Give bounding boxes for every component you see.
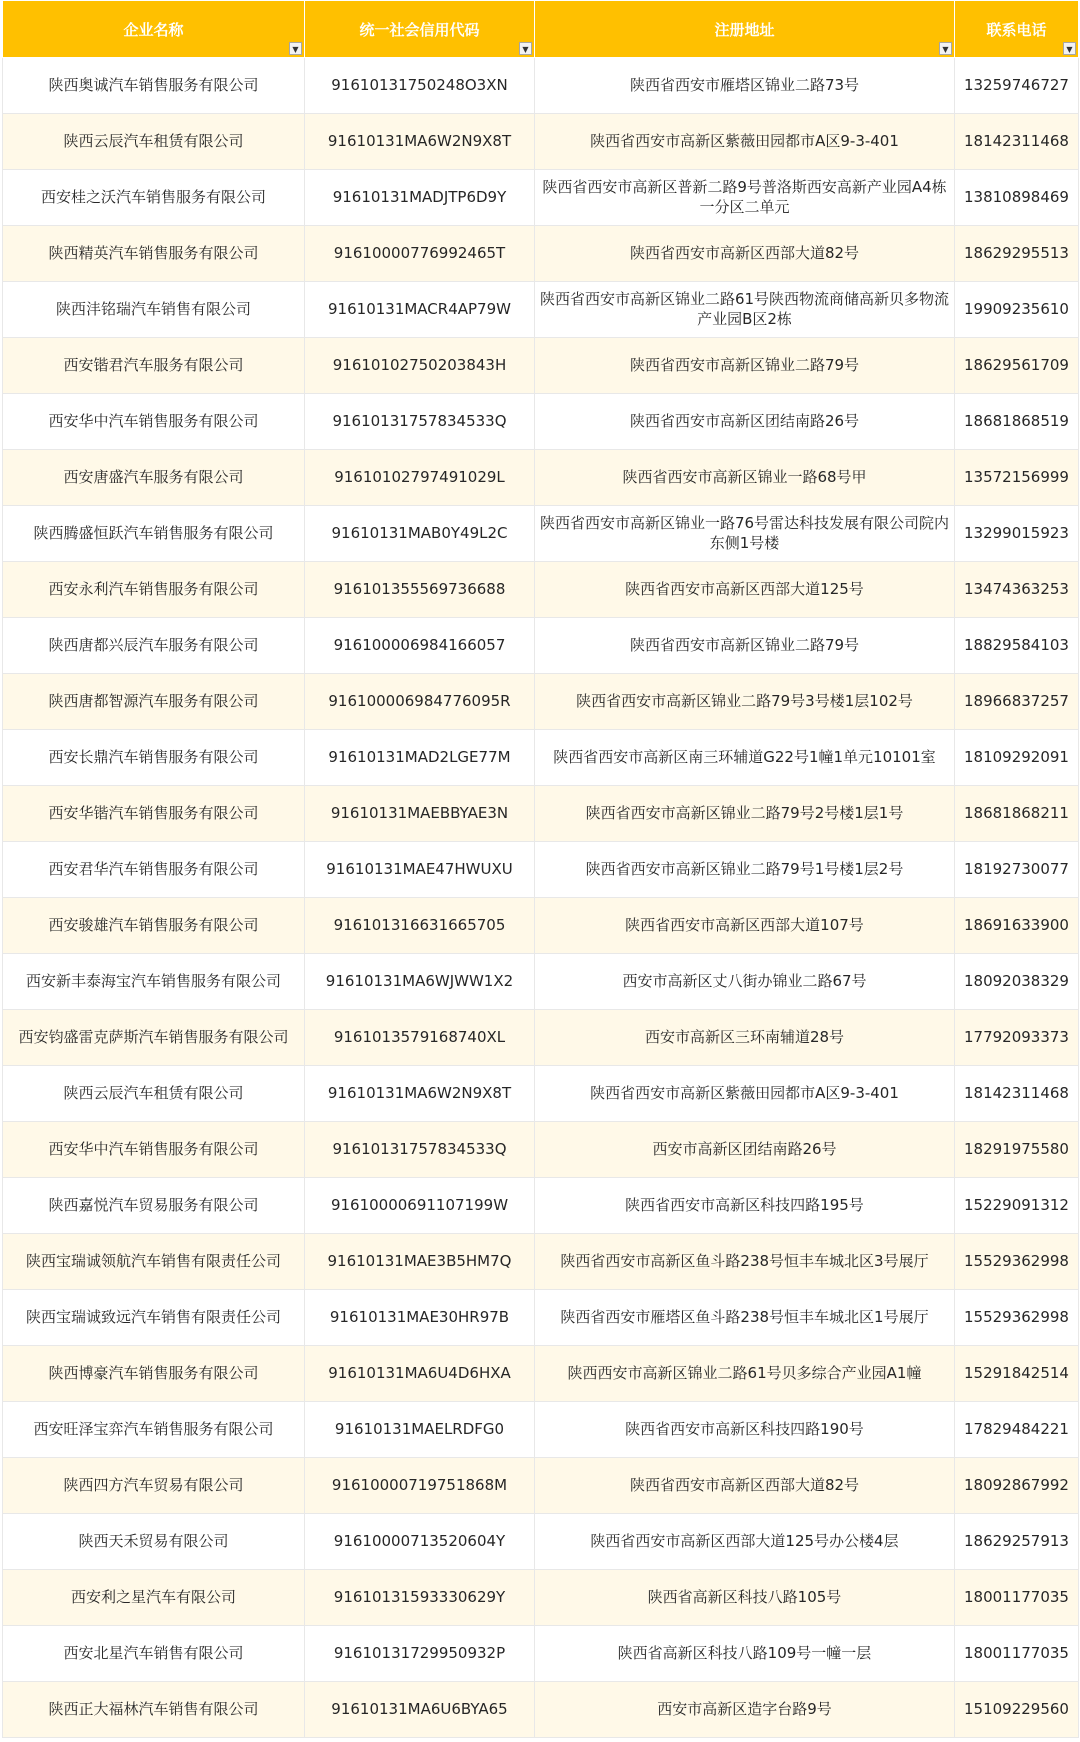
table-row[interactable] — [3, 1514, 1079, 1570]
table-row[interactable] — [3, 114, 1079, 170]
credit-code-cell[interactable]: 91610131757834533Q — [305, 394, 535, 450]
credit-code-cell[interactable]: 91610131MAD2LGE77M — [305, 730, 535, 786]
phone-cell[interactable]: 18109292091 — [955, 730, 1079, 786]
company-name-cell[interactable]: 西安锴君汽车服务有限公司 — [3, 338, 305, 394]
table-row[interactable] — [3, 282, 1079, 338]
company-name-cell[interactable]: 陕西博豪汽车销售服务有限公司 — [3, 1346, 305, 1402]
credit-code-cell[interactable]: 91610131MAELRDFG0 — [305, 1402, 535, 1458]
company-name-cell[interactable]: 西安永利汽车销售服务有限公司 — [3, 562, 305, 618]
address-cell[interactable]: 陕西省西安市高新区普新二路9号普洛斯西安高新产业园A4栋一分区二单元 — [535, 170, 955, 226]
address-cell[interactable]: 西安市高新区三环南辅道28号 — [535, 1010, 955, 1066]
address-cell[interactable]: 陕西省高新区科技八路105号 — [535, 1570, 955, 1626]
phone-cell[interactable]: 13810898469 — [955, 170, 1079, 226]
table-row[interactable] — [3, 1682, 1079, 1738]
phone-cell[interactable]: 18142311468 — [955, 114, 1079, 170]
address-cell[interactable]: 西安市高新区造字台路9号 — [535, 1682, 955, 1738]
address-cell[interactable]: 陕西省西安市高新区西部大道125号办公楼4层 — [535, 1514, 955, 1570]
credit-code-cell[interactable]: 91610131MAE3B5HM7Q — [305, 1234, 535, 1290]
company-name-cell[interactable]: 陕西奥诚汽车销售服务有限公司 — [3, 58, 305, 114]
credit-code-cell[interactable]: 91610131MA6W2N9X8T — [305, 114, 535, 170]
phone-cell[interactable]: 18629257913 — [955, 1514, 1079, 1570]
company-name-cell[interactable]: 陕西宝瑞诚领航汽车销售有限责任公司 — [3, 1234, 305, 1290]
phone-cell[interactable]: 13259746727 — [955, 58, 1079, 114]
company-name-cell[interactable]: 陕西唐都智源汽车服务有限公司 — [3, 674, 305, 730]
credit-code-cell[interactable]: 91610131MAE30HR97B — [305, 1290, 535, 1346]
table-row[interactable] — [3, 450, 1079, 506]
table-row[interactable] — [3, 562, 1079, 618]
address-cell[interactable]: 陕西省西安市高新区紫薇田园都市A区9-3-401 — [535, 1066, 955, 1122]
table-row[interactable] — [3, 1458, 1079, 1514]
address-cell[interactable]: 陕西省高新区科技八路109号一幢一层 — [535, 1626, 955, 1682]
company-name-cell[interactable]: 陕西嘉悦汽车贸易服务有限公司 — [3, 1178, 305, 1234]
credit-code-cell[interactable]: 916101316631665705 — [305, 898, 535, 954]
credit-code-cell[interactable]: 91610131729950932P — [305, 1626, 535, 1682]
table-row[interactable] — [3, 1178, 1079, 1234]
table-row[interactable] — [3, 58, 1079, 114]
address-cell[interactable]: 陕西省西安市雁塔区鱼斗路238号恒丰车城北区1号展厅 — [535, 1290, 955, 1346]
credit-code-cell[interactable]: 916100007769924​65T — [305, 226, 535, 282]
phone-cell[interactable]: 18001177035 — [955, 1626, 1079, 1682]
phone-cell[interactable]: 18829584103 — [955, 618, 1079, 674]
phone-cell[interactable]: 18691633900 — [955, 898, 1079, 954]
table-row[interactable] — [3, 1234, 1079, 1290]
table-row[interactable] — [3, 954, 1079, 1010]
table-row[interactable] — [3, 506, 1079, 562]
header-phone[interactable] — [955, 1, 1079, 58]
credit-code-cell[interactable]: 916101355569736688 — [305, 562, 535, 618]
phone-cell[interactable]: 18092038329 — [955, 954, 1079, 1010]
phone-cell[interactable]: 15529362998 — [955, 1290, 1079, 1346]
table-row[interactable] — [3, 674, 1079, 730]
phone-cell[interactable]: 13299015923 — [955, 506, 1079, 562]
credit-code-cell[interactable]: 916100006984166057 — [305, 618, 535, 674]
phone-cell[interactable]: 15229091312 — [955, 1178, 1079, 1234]
phone-cell[interactable]: 13474363253 — [955, 562, 1079, 618]
table-row[interactable] — [3, 898, 1079, 954]
table-row[interactable] — [3, 842, 1079, 898]
address-cell[interactable]: 陕西省西安市高新区锦业二路79号3号楼1层102号 — [535, 674, 955, 730]
header-label: 统一社会信用代码 — [359, 20, 480, 39]
address-cell[interactable]: 西安市高新区团结南路26号 — [535, 1122, 955, 1178]
table-row[interactable] — [3, 618, 1079, 674]
filter-dropdown-icon[interactable]: ▼ — [519, 42, 532, 55]
phone-cell[interactable]: 18192730077 — [955, 842, 1079, 898]
phone-cell[interactable]: 13572156999 — [955, 450, 1079, 506]
table-row[interactable] — [3, 1570, 1079, 1626]
table-row[interactable] — [3, 730, 1079, 786]
address-cell[interactable]: 陕西省西安市高新区锦业二路79号2号楼1层1号 — [535, 786, 955, 842]
company-name-cell[interactable]: 西安长鼎汽车销售服务有限公司 — [3, 730, 305, 786]
company-name-cell[interactable]: 陕西云辰汽车租赁有限公司 — [3, 114, 305, 170]
company-name-cell[interactable]: 西安新丰泰海宝汽车销售服务有限公司 — [3, 954, 305, 1010]
company-name-cell[interactable]: 西安利之星汽车有限公司 — [3, 1570, 305, 1626]
company-name-cell[interactable]: 西安桂之沃汽车销售服务有限公司 — [3, 170, 305, 226]
phone-cell[interactable]: 18681868211 — [955, 786, 1079, 842]
company-name-cell[interactable]: 西安钧盛雷克萨斯汽车销售服务有限公司 — [3, 1010, 305, 1066]
phone-cell[interactable]: 15291842514 — [955, 1346, 1079, 1402]
header-credit-code[interactable] — [305, 1, 535, 58]
company-name-cell[interactable]: 西安华锴汽车销售服务有限公司 — [3, 786, 305, 842]
company-name-cell[interactable]: 陕西天禾贸易有限公司 — [3, 1514, 305, 1570]
address-cell[interactable]: 陕西省西安市高新区锦业一路76号雷达科技发展有限公司院内东侧1号楼 — [535, 506, 955, 562]
address-cell[interactable]: 陕西省西安市高新区西部大道82号 — [535, 1458, 955, 1514]
table-row[interactable] — [3, 1010, 1079, 1066]
company-name-cell[interactable]: 陕西精英汽车销售服务有限公司 — [3, 226, 305, 282]
phone-cell[interactable]: 18629295513 — [955, 226, 1079, 282]
credit-code-cell[interactable]: 91610131MA6WJWW1X2 — [305, 954, 535, 1010]
credit-code-cell[interactable]: 91610102797491029L — [305, 450, 535, 506]
phone-cell[interactable]: 15109229560 — [955, 1682, 1079, 1738]
table-row[interactable] — [3, 1290, 1079, 1346]
credit-code-cell[interactable]: 91610131MA6U6BYA65 — [305, 1682, 535, 1738]
table-row[interactable] — [3, 1346, 1079, 1402]
company-name-cell[interactable]: 西安旺泽宝弈汽车销售服务有限公司 — [3, 1402, 305, 1458]
company-name-cell[interactable]: 西安君华汽车销售服务有限公司 — [3, 842, 305, 898]
company-name-cell[interactable]: 西安骏雄汽车销售服务有限公司 — [3, 898, 305, 954]
address-cell[interactable]: 陕西省西安市高新区锦业二路61号陕西物流商储高新贝多物流产业园B区2栋 — [535, 282, 955, 338]
credit-code-cell[interactable]: 91610131MAEBBYAE3N — [305, 786, 535, 842]
table-row[interactable] — [3, 1122, 1079, 1178]
address-cell[interactable]: 陕西省西安市高新区西部大道125号 — [535, 562, 955, 618]
company-name-cell[interactable]: 陕西四方汽车贸易有限公司 — [3, 1458, 305, 1514]
filter-dropdown-icon[interactable]: ▼ — [1063, 42, 1076, 55]
table-row[interactable] — [3, 170, 1079, 226]
phone-cell[interactable]: 18681868519 — [955, 394, 1079, 450]
credit-code-cell[interactable]: 91610131MAB0Y49L2C — [305, 506, 535, 562]
company-name-cell[interactable]: 陕西唐都兴辰汽车服务有限公司 — [3, 618, 305, 674]
company-name-cell[interactable]: 陕西正大福林汽车销售有限公司 — [3, 1682, 305, 1738]
address-cell[interactable]: 陕西省西安市高新区锦业二路79号 — [535, 338, 955, 394]
credit-code-cell[interactable]: 916101357916874​0XL — [305, 1010, 535, 1066]
address-cell[interactable]: 陕西省西安市高新区科技四路195号 — [535, 1178, 955, 1234]
address-cell[interactable]: 陕西省西安市高新区西部大道82号 — [535, 226, 955, 282]
company-name-cell[interactable]: 陕西沣铭瑞汽车销售有限公司 — [3, 282, 305, 338]
credit-code-cell[interactable]: 91610131MAE47HWUXU — [305, 842, 535, 898]
company-name-cell[interactable]: 西安华中汽车销售服务有限公司 — [3, 394, 305, 450]
phone-cell[interactable]: 15529362998 — [955, 1234, 1079, 1290]
phone-cell[interactable]: 18001177035 — [955, 1570, 1079, 1626]
phone-cell[interactable]: 17792093373 — [955, 1010, 1079, 1066]
table-row[interactable] — [3, 394, 1079, 450]
credit-code-cell[interactable]: 91610102750203843H — [305, 338, 535, 394]
phone-cell[interactable]: 17829484221 — [955, 1402, 1079, 1458]
credit-code-cell[interactable]: 91610131MA6U4D6HXA — [305, 1346, 535, 1402]
address-cell[interactable]: 陕西省西安市高新区锦业二路79号1号楼1层2号 — [535, 842, 955, 898]
filter-dropdown-icon[interactable]: ▼ — [289, 42, 302, 55]
credit-code-cell[interactable]: 91610131750248O3XN — [305, 58, 535, 114]
credit-code-cell[interactable]: 91610000719751868M — [305, 1458, 535, 1514]
credit-code-cell[interactable]: 91610131MACR4AP79W — [305, 282, 535, 338]
credit-code-cell[interactable]: 91610131MA6W2N9X8T — [305, 1066, 535, 1122]
header-company-name[interactable] — [3, 1, 305, 58]
phone-cell[interactable]: 18966837257 — [955, 674, 1079, 730]
header-label: 联系电话 — [986, 20, 1047, 39]
company-name-cell[interactable]: 西安唐盛汽车服务有限公司 — [3, 450, 305, 506]
table-body — [3, 58, 1079, 1738]
header-label: 企业名称 — [123, 20, 184, 39]
company-name-cell[interactable]: 陕西腾盛恒跃汽车销售服务有限公司 — [3, 506, 305, 562]
address-cell[interactable]: 陕西省西安市高新区锦业一路68号甲 — [535, 450, 955, 506]
credit-code-cell[interactable]: 91610131757834533Q — [305, 1122, 535, 1178]
phone-cell[interactable]: 18142311468 — [955, 1066, 1079, 1122]
phone-cell[interactable]: 18629561709 — [955, 338, 1079, 394]
credit-code-cell[interactable]: 916100006984776095R — [305, 674, 535, 730]
company-name-cell[interactable]: 西安北星汽车销售有限公司 — [3, 1626, 305, 1682]
filter-dropdown-icon[interactable]: ▼ — [939, 42, 952, 55]
company-name-cell[interactable]: 陕西宝瑞诚致远汽车销售有限责任公司 — [3, 1290, 305, 1346]
credit-code-cell[interactable]: 91610000713520604Y — [305, 1514, 535, 1570]
phone-cell[interactable]: 18092867992 — [955, 1458, 1079, 1514]
company-name-cell[interactable]: 西安华中汽车销售服务有限公司 — [3, 1122, 305, 1178]
header-address[interactable] — [535, 1, 955, 58]
address-cell[interactable]: 陕西省西安市高新区紫薇田园都市A区9-3-401 — [535, 114, 955, 170]
address-cell[interactable]: 陕西省西安市高新区鱼斗路238号恒丰车城北区3号展厅 — [535, 1234, 955, 1290]
table-row[interactable] — [3, 338, 1079, 394]
address-cell[interactable]: 陕西省西安市高新区南三环辅道G22号1幢1单元10101室 — [535, 730, 955, 786]
address-cell[interactable]: 陕西西安市高新区锦业二路61号贝多综合产业园A1幢 — [535, 1346, 955, 1402]
header-label: 注册地址 — [714, 20, 775, 39]
credit-code-cell[interactable]: 91610131MADJTP6D9Y — [305, 170, 535, 226]
address-cell[interactable]: 陕西省西安市高新区西部大道107号 — [535, 898, 955, 954]
credit-code-cell[interactable]: 91610131593330629Y — [305, 1570, 535, 1626]
table-row[interactable] — [3, 226, 1079, 282]
company-table — [2, 0, 1079, 1738]
address-cell[interactable]: 陕西省西安市雁塔区锦业二路73号 — [535, 58, 955, 114]
company-name-cell[interactable]: 陕西云辰汽车租赁有限公司 — [3, 1066, 305, 1122]
table-row[interactable] — [3, 1066, 1079, 1122]
phone-cell[interactable]: 18291975580 — [955, 1122, 1079, 1178]
table-row[interactable] — [3, 1626, 1079, 1682]
phone-cell[interactable]: 19909235610 — [955, 282, 1079, 338]
address-cell[interactable]: 西安市高新区丈八街办锦业二路67号 — [535, 954, 955, 1010]
credit-code-cell[interactable]: 91610000691107199W — [305, 1178, 535, 1234]
table-row[interactable] — [3, 1402, 1079, 1458]
table-row[interactable] — [3, 786, 1079, 842]
address-cell[interactable]: 陕西省西安市高新区锦业二路79号 — [535, 618, 955, 674]
header-row — [3, 1, 1079, 58]
address-cell[interactable]: 陕西省西安市高新区科技四路190号 — [535, 1402, 955, 1458]
address-cell[interactable]: 陕西省西安市高新区团结南路26号 — [535, 394, 955, 450]
